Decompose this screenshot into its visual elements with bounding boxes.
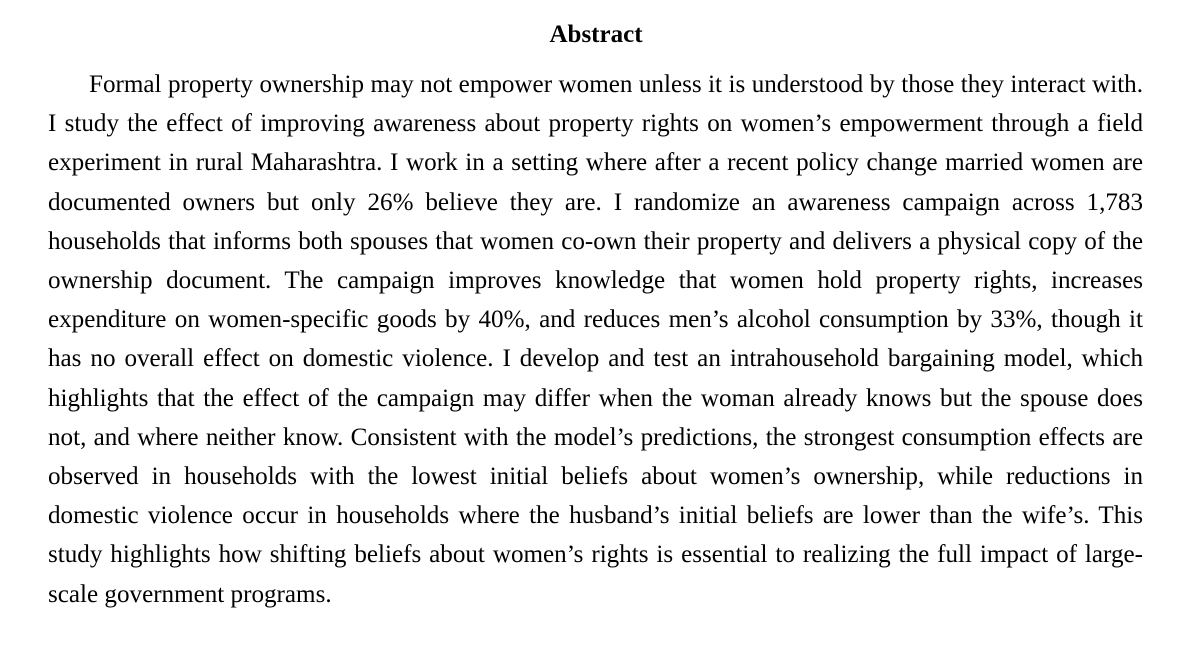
abstract-heading: Abstract (549, 21, 643, 48)
abstract-paragraph: Formal property ownership may not empower women unless it is understood by those they interact with. I study the effect of improving awareness about property rights on women’s empowerment through a field experiment in rural Maharashtra. I work in a setting where after a recent policy change married women are documented owners but only 26% believe they are. I randomize an awareness campaign across 1,783 households that informs both spouses that women co-own their property and delivers a physical copy of the ownership document. The campaign improves knowledge that women hold property rights, increases expenditure on women-specific goods by 40%, and reduces men’s alcohol consumption by 33%, though it has no overall effect on domestic violence. I develop and test an intrahousehold bargaining model, which highlights that the effect of the campaign may differ when the woman already knows but the spouse does not, and where neither know. Consistent with the model’s predictions, the strongest consumption effects are observed in households with the lowest initial beliefs about women’s ownership, while reductions in domestic violence occur in households where the husband’s initial beliefs are lower than the wife’s. This study highlights how shifting beliefs about women’s rights is essential to realizing the full impact of large-scale government programs. (48, 71, 1143, 608)
